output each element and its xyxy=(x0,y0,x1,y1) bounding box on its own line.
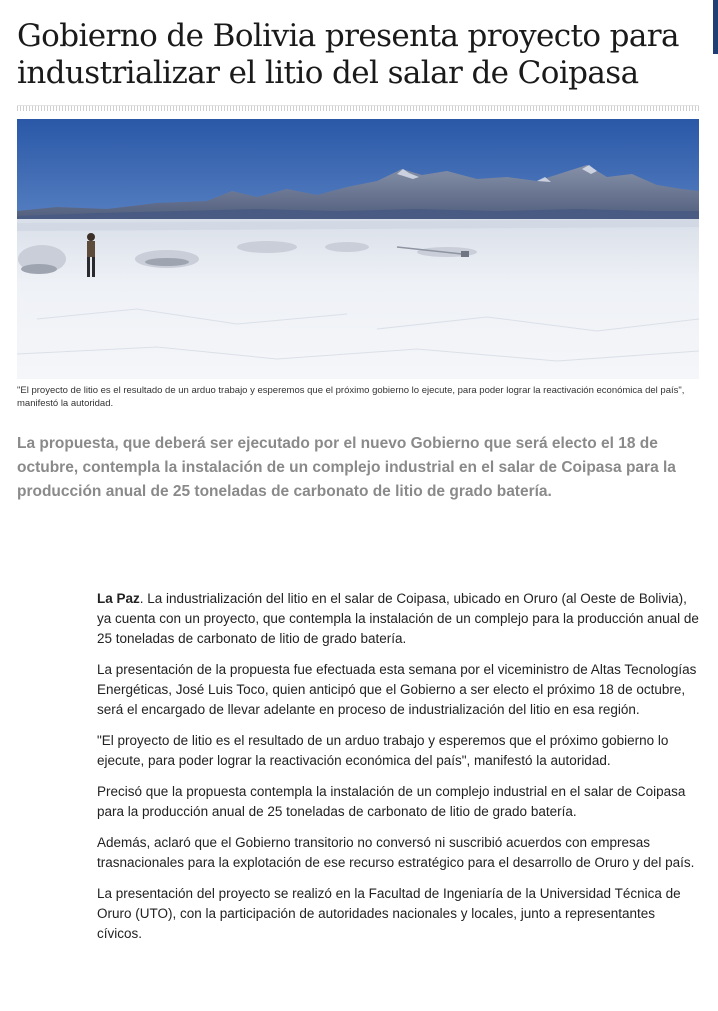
article-body xyxy=(97,589,702,955)
article xyxy=(17,18,699,504)
body-paragraph-1-text: . La industrialización del litio en el salar de Coipasa, ubicado en Oruro (al Oeste de Bolivia), ya cuenta con un proyecto, que contempla la instalación de un complejo para la producción anual de 25 toneladas de carbonato de litio de grado batería. xyxy=(97,591,699,646)
salt-flat-photo-icon xyxy=(17,119,699,379)
body-paragraph-2: La presentación de la propuesta fue efectuada esta semana por el viceministro de Altas Tecnologías Energéticas, José Luis Toco, quien anticipó que el Gobierno a ser electo el próximo 18 de octubre, será el encargado de llevar adelante en proceso de industrialización del litio en esa región. xyxy=(97,662,697,717)
body-paragraph-5: Además, aclaró que el Gobierno transitorio no conversó ni suscribió acuerdos con empresas trasnacionales para la explotación de ese recurso estratégico para el desarrollo de Oruro y del país. xyxy=(97,835,695,870)
article-photo[interactable] xyxy=(17,119,699,379)
edge-tab-decoration xyxy=(713,0,718,54)
dateline: La Paz xyxy=(97,591,140,606)
body-paragraph-3: "El proyecto de litio es el resultado de un arduo trabajo y esperemos que el próximo gobierno lo ejecute, para poder lograr la reactivación económica del país", manifestó la autoridad. xyxy=(97,733,669,768)
body-paragraph-6: La presentación del proyecto se realizó en la Facultad de Ingeniaría de la Universidad Técnica de Oruro (UTO), con la participación de autoridades nacionales y locales, junto a representantes cívicos. xyxy=(97,886,681,941)
article-lead: La propuesta, que deberá ser ejecutado por el nuevo Gobierno que será electo el 18 de octubre, contempla la instalación de un complejo industrial en el salar de Coipasa para la producción anual de 25 toneladas de carbonato de litio de grado batería. xyxy=(17,435,676,500)
body-paragraph-1 xyxy=(97,589,702,649)
article-headline: Gobierno de Bolivia presenta proyecto para industrializar el litio del salar de Coipasa xyxy=(17,18,679,91)
photo-caption: "El proyecto de litio es el resultado de un arduo trabajo y esperemos que el próximo gobierno lo ejecute, para poder lograr la reactivación económica del país", manifestó la autoridad. xyxy=(17,385,685,409)
title-divider xyxy=(17,105,699,111)
body-paragraph-4: Precisó que la propuesta contempla la instalación de un complejo industrial en el salar de Coipasa para la producción anual de 25 toneladas de carbonato de litio de grado batería. xyxy=(97,784,686,819)
